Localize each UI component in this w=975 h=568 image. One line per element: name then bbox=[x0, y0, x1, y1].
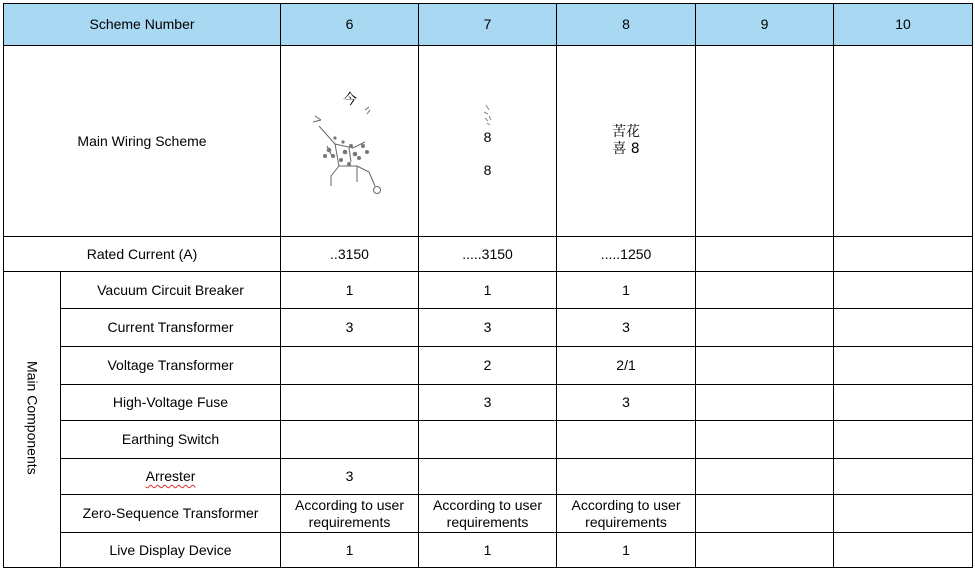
wiring-cell-10 bbox=[834, 46, 973, 237]
scheme-table bbox=[3, 3, 973, 568]
wiring-cell-9 bbox=[696, 46, 834, 237]
wiring-cell-6 bbox=[281, 46, 419, 237]
scheme-number-7: 7 bbox=[419, 4, 557, 46]
scheme-number-6: 6 bbox=[281, 4, 419, 46]
component-name bbox=[61, 459, 281, 495]
component-name: Vacuum Circuit Breaker bbox=[61, 272, 281, 309]
component-value bbox=[281, 347, 419, 385]
component-value: 3 bbox=[419, 385, 557, 421]
component-value: 3 bbox=[281, 309, 419, 347]
component-value bbox=[834, 533, 973, 568]
component-name: Live Display Device bbox=[61, 533, 281, 568]
component-value bbox=[281, 385, 419, 421]
component-value: 1 bbox=[557, 272, 696, 309]
component-value: 3 bbox=[281, 459, 419, 495]
component-value bbox=[834, 421, 973, 459]
table-row bbox=[4, 421, 973, 459]
component-value: 3 bbox=[557, 385, 696, 421]
component-value bbox=[834, 385, 973, 421]
table-row bbox=[4, 533, 973, 568]
scheme-number-8: 8 bbox=[557, 4, 696, 46]
rated-current-7: .....3150 bbox=[419, 237, 557, 272]
component-value bbox=[419, 459, 557, 495]
wiring-cell-7 bbox=[419, 46, 557, 237]
scheme-number-9: 9 bbox=[696, 4, 834, 46]
component-value bbox=[557, 459, 696, 495]
component-value: 1 bbox=[557, 533, 696, 568]
table-row bbox=[4, 459, 973, 495]
component-value bbox=[419, 421, 557, 459]
component-value: According to user requirements bbox=[281, 495, 419, 533]
component-name: Earthing Switch bbox=[61, 421, 281, 459]
wiring-row bbox=[4, 46, 973, 237]
component-value bbox=[834, 347, 973, 385]
rated-current-6: ..3150 bbox=[281, 237, 419, 272]
component-value bbox=[696, 421, 834, 459]
table-row bbox=[4, 272, 973, 309]
wiring-7-marks bbox=[478, 103, 498, 127]
rated-current-8: .....1250 bbox=[557, 237, 696, 272]
wiring-7-label-bottom: 8 bbox=[483, 162, 492, 178]
main-components-label: Main Components bbox=[24, 360, 41, 475]
component-value bbox=[696, 347, 834, 385]
component-value: 1 bbox=[419, 533, 557, 568]
scheme-number-10: 10 bbox=[834, 4, 973, 46]
component-value: 2/1 bbox=[557, 347, 696, 385]
table-row bbox=[4, 495, 973, 533]
component-name: Current Transformer bbox=[61, 309, 281, 347]
component-value bbox=[281, 421, 419, 459]
component-value: 3 bbox=[557, 309, 696, 347]
component-value: 3 bbox=[419, 309, 557, 347]
component-name: High-Voltage Fuse bbox=[61, 385, 281, 421]
rated-current-row bbox=[4, 237, 973, 272]
component-name: Voltage Transformer bbox=[61, 347, 281, 385]
wiring-8-line1: 苦花 bbox=[612, 124, 641, 140]
table-row bbox=[4, 309, 973, 347]
component-value bbox=[696, 272, 834, 309]
component-value: According to user requirements bbox=[419, 495, 557, 533]
wiring-cell-8 bbox=[557, 46, 696, 237]
component-value: 1 bbox=[281, 272, 419, 309]
wiring-label: Main Wiring Scheme bbox=[4, 46, 281, 237]
wiring-8-line2: 喜 8 bbox=[612, 141, 640, 157]
component-value bbox=[696, 309, 834, 347]
component-value bbox=[834, 495, 973, 533]
component-value bbox=[557, 421, 696, 459]
component-value bbox=[834, 309, 973, 347]
component-value: 1 bbox=[419, 272, 557, 309]
wiring-7-label-top: 8 bbox=[483, 129, 492, 145]
rated-current-10 bbox=[834, 237, 973, 272]
component-value bbox=[696, 385, 834, 421]
table-row bbox=[4, 385, 973, 421]
component-value bbox=[834, 459, 973, 495]
component-value bbox=[696, 459, 834, 495]
arrester-label: Arrester bbox=[145, 468, 196, 484]
component-value bbox=[834, 272, 973, 309]
component-value: 1 bbox=[281, 533, 419, 568]
rated-current-9 bbox=[696, 237, 834, 272]
wiring-diagram-6 bbox=[305, 86, 395, 196]
header-label: Scheme Number bbox=[4, 4, 281, 46]
component-value: 2 bbox=[419, 347, 557, 385]
header-row bbox=[4, 4, 973, 46]
main-components-group bbox=[4, 272, 61, 568]
wiring-6-glyph: 今 bbox=[342, 92, 357, 108]
component-value bbox=[696, 495, 834, 533]
table-row bbox=[4, 347, 973, 385]
component-name: Zero-Sequence Transformer bbox=[61, 495, 281, 533]
component-value: According to user requirements bbox=[557, 495, 696, 533]
rated-current-label: Rated Current (A) bbox=[4, 237, 281, 272]
component-value bbox=[696, 533, 834, 568]
